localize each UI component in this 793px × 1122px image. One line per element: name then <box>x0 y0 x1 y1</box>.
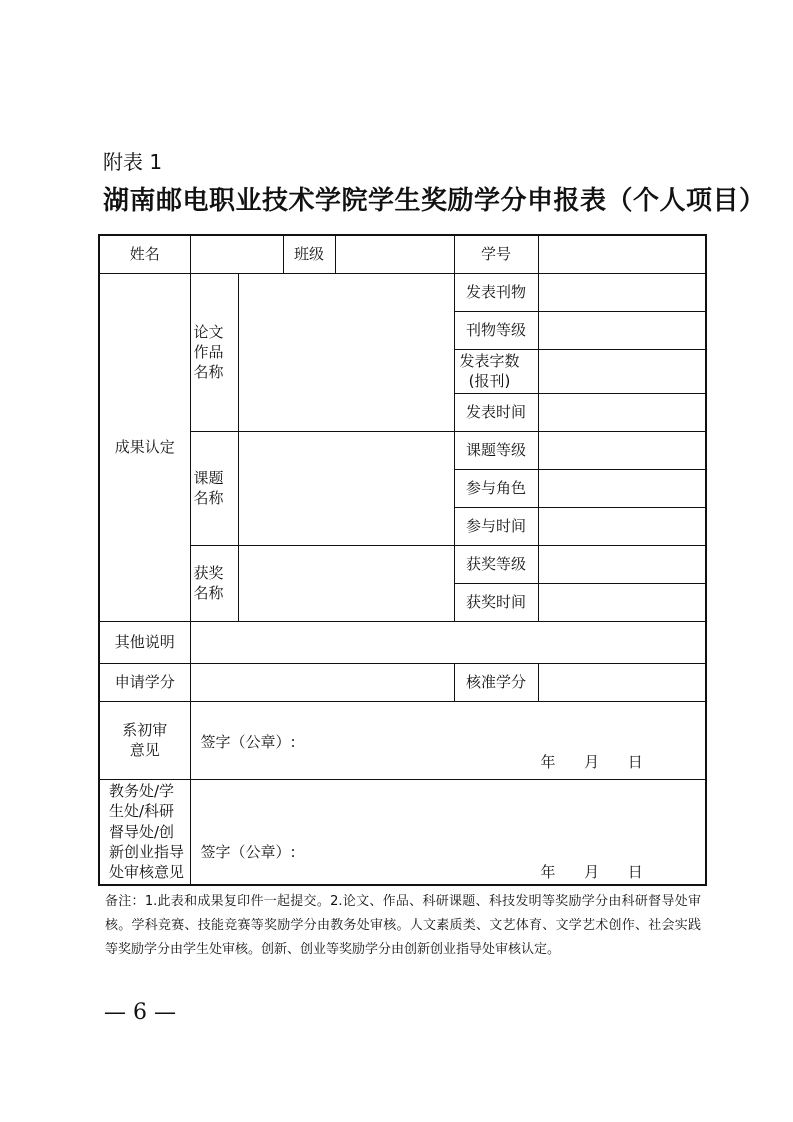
project-role-field[interactable] <box>538 469 706 507</box>
project-name-field[interactable] <box>238 431 454 545</box>
project-level-label: 课题等级 <box>454 431 538 469</box>
dept-signature-label: 签字（公章）: <box>200 732 296 751</box>
student-id-field[interactable] <box>538 235 706 273</box>
dept-date-line: 年 月 日 <box>540 752 643 771</box>
award-time-field[interactable] <box>538 583 706 621</box>
footnote: 备注：1.此表和成果复印件一起提交。2.论文、作品、科研课题、科技发明等奖励学分由科研督导处审核。学科竞赛、技能竞赛等奖励学分由教务处审核。人文素质类、文艺体育、文学艺术创作、社会实践等奖励学分由学生处审核。创新、创业等奖励学分由创新创业指导处审核认定。 <box>105 894 701 957</box>
project-time-label: 参与时间 <box>454 507 538 545</box>
paper-word-count-label: 发表字数(报刊) <box>454 349 538 393</box>
other-notes-label: 其他说明 <box>99 621 190 663</box>
paper-name-field[interactable] <box>238 273 454 431</box>
project-time-field[interactable] <box>538 507 706 545</box>
project-role-label: 参与角色 <box>454 469 538 507</box>
student-id-label: 学号 <box>454 235 538 273</box>
class-field[interactable] <box>335 235 454 273</box>
dept-review-label: 系初审意见 <box>99 701 190 779</box>
paper-journal-level-label: 刊物等级 <box>454 311 538 349</box>
project-name-label: 课题名称 <box>190 431 238 545</box>
award-level-field[interactable] <box>538 545 706 583</box>
office-date-line: 年 月 日 <box>540 862 643 881</box>
name-label: 姓名 <box>99 235 190 273</box>
paper-publication-field[interactable] <box>538 273 706 311</box>
project-level-field[interactable] <box>538 431 706 469</box>
approved-credit-field[interactable] <box>538 663 706 701</box>
paper-journal-level-field[interactable] <box>538 311 706 349</box>
paper-publish-date-label: 发表时间 <box>454 393 538 431</box>
award-level-label: 获奖等级 <box>454 545 538 583</box>
attachment-label: 附表 1 <box>103 150 163 174</box>
apply-credit-field[interactable] <box>190 663 454 701</box>
office-review-field[interactable] <box>190 779 706 885</box>
form-title: 湖南邮电职业技术学院学生奖励学分申报表（个人项目） <box>103 186 766 216</box>
award-time-label: 获奖时间 <box>454 583 538 621</box>
award-name-label: 获奖名称 <box>190 545 238 621</box>
page-number: — 6 — <box>104 1000 176 1025</box>
award-name-field[interactable] <box>238 545 454 621</box>
name-field[interactable] <box>190 235 283 273</box>
paper-word-count-field[interactable] <box>538 349 706 393</box>
dept-review-field[interactable] <box>190 701 706 779</box>
paper-name-label: 论文作品名称 <box>190 273 238 431</box>
application-form-table <box>98 234 707 886</box>
class-label: 班级 <box>283 235 335 273</box>
approved-credit-label: 核准学分 <box>454 663 538 701</box>
other-notes-field[interactable] <box>190 621 706 663</box>
office-review-label: 教务处/学生处/科研督导处/创新创业指导处审核意见 <box>99 779 190 885</box>
paper-publish-date-field[interactable] <box>538 393 706 431</box>
achievement-label: 成果认定 <box>99 273 190 621</box>
paper-publication-label: 发表刊物 <box>454 273 538 311</box>
office-signature-label: 签字（公章）: <box>200 842 296 861</box>
apply-credit-label: 申请学分 <box>99 663 190 701</box>
